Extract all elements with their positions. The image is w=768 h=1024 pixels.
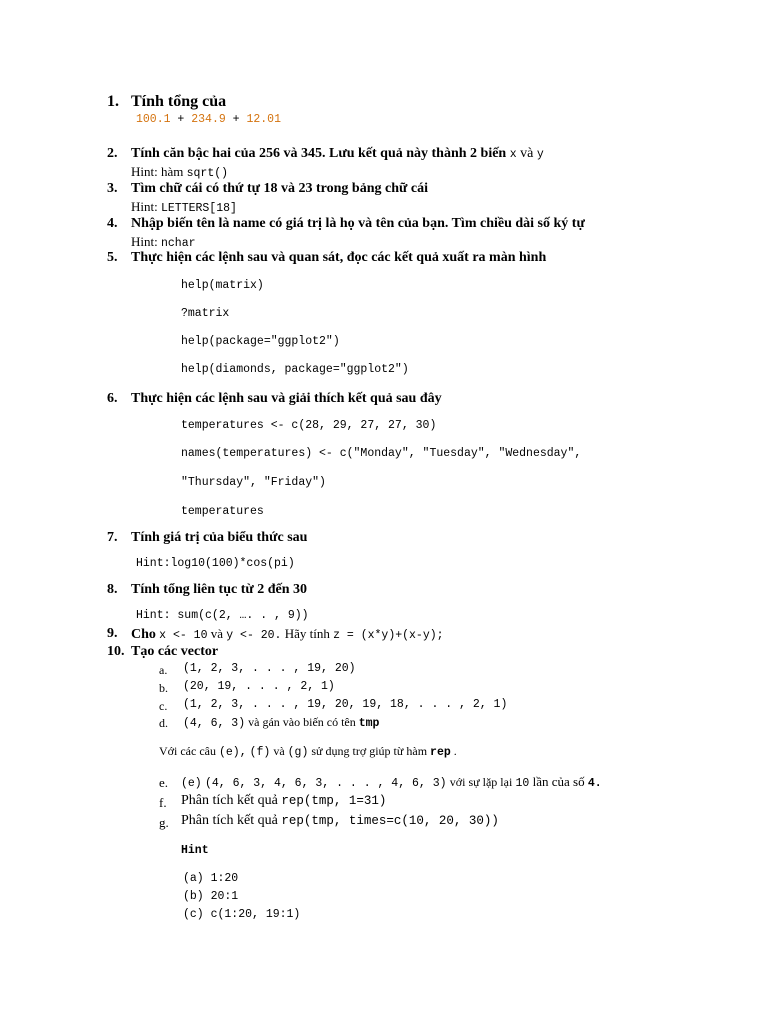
q2-and: và [520, 146, 534, 161]
q5-number: 5. [107, 250, 118, 265]
q5-title: Thực hiện các lệnh sau và quan sát, đọc các kết quả xuất ra màn hình [131, 250, 547, 265]
q10-sub-text: (1, 2, 3, . . . , 19, 20, 19, 18, . . . , 2, 1) [183, 698, 508, 711]
q10-sub-marker: b. [159, 681, 168, 695]
q10-sub-g-code: rep(tmp, times=c(10, 20, 30)) [281, 814, 499, 828]
q10-sub-g [181, 813, 499, 829]
q10-sub-marker: a. [159, 663, 168, 677]
q10-note-g: (g) [287, 746, 309, 759]
q10-note-e: (e), [218, 746, 247, 759]
q3-number: 3. [107, 181, 118, 196]
q7-number: 7. [107, 530, 118, 545]
q1-plus-2: + [232, 113, 240, 126]
q3-hint-code: LETTERS[18] [160, 202, 237, 215]
q5-command: help(matrix) [181, 279, 264, 292]
q10-note-mid: sử dụng trợ giúp từ hàm [311, 744, 428, 758]
q10-sub-marker: c. [159, 699, 168, 713]
q10-sub-d-vector: (4, 6, 3) [183, 717, 246, 730]
q2-line [131, 146, 544, 162]
q5-command: help(diamonds, package="ggplot2") [181, 363, 409, 376]
q2-var-y: y [536, 148, 544, 161]
q8-number: 8. [107, 582, 118, 597]
q3-hint-label: Hint: [131, 199, 158, 214]
q9-expr-y: y <- 20. [226, 629, 282, 642]
q10-sub-e-text: với sự lặp lại [449, 775, 513, 789]
q10-sub-marker: d. [159, 716, 168, 730]
q10-note-dot: . [453, 744, 457, 758]
q6-command: temperatures [181, 505, 264, 518]
q10-hint-label: Hint [181, 844, 209, 857]
q9-and: và [210, 626, 223, 641]
q10-sub-text: (1, 2, 3, . . . , 19, 20) [183, 662, 356, 675]
q10-hint-line: (b) 20:1 [183, 890, 239, 903]
q2-var-x: x [509, 148, 517, 161]
q7-hint: Hint:log10(100)*cos(pi) [136, 557, 295, 570]
q9-hay: Hãy tính [284, 626, 330, 641]
q10-sub-e [181, 774, 602, 790]
q10-sub-marker: e. [159, 775, 169, 790]
q2-hint-code: sqrt() [186, 167, 229, 180]
q9-expr-x: x <- 10 [159, 629, 208, 642]
q3-title: Tìm chữ cái có thứ tự 18 và 23 trong bảng chữ cái [131, 181, 429, 196]
q10-sub-e-label: (e) [181, 777, 202, 790]
q10-sub-f [181, 793, 386, 809]
q10-note-rep: rep [430, 746, 451, 759]
q6-title: Thực hiện các lệnh sau và giải thích kết quả sau đây [131, 391, 442, 406]
q6-command: "Thursday", "Friday") [181, 476, 326, 489]
q2-number: 2. [107, 146, 118, 161]
q10-note-and: và [273, 744, 285, 758]
q1-expression [136, 113, 281, 126]
q10-sub-g-text: Phân tích kết quả [181, 813, 278, 828]
q10-hint-line: (c) c(1:20, 19:1) [183, 908, 301, 921]
q10-number: 10. [107, 644, 125, 659]
q10-sub-f-text: Phân tích kết quả [181, 793, 278, 808]
q8-hint: Hint: sum(c(2, …. . , 9)) [136, 609, 309, 622]
q10-hint-line: (a) 1:20 [183, 872, 239, 885]
q9-cho: Cho [131, 627, 156, 642]
q3-hint [131, 199, 237, 215]
q10-sub-marker: g. [159, 815, 169, 830]
q8-title: Tính tổng liên tục từ 2 đến 30 [131, 582, 308, 597]
q5-command: help(package="ggplot2") [181, 335, 340, 348]
q10-sub-d-code: tmp [358, 717, 380, 730]
q4-hint-code: nchar [160, 237, 196, 250]
q6-command: temperatures <- c(28, 29, 27, 27, 30) [181, 419, 437, 432]
q10-title: Tạo các vector [131, 644, 219, 659]
q2-hint [131, 164, 228, 180]
q1-number: 1. [107, 93, 119, 110]
q5-command: ?matrix [181, 307, 230, 320]
q9-expr-z: z = (x*y)+(x-y); [333, 629, 444, 642]
q4-hint [131, 234, 196, 250]
q10-sub-text: (20, 19, . . . , 2, 1) [183, 680, 335, 693]
q10-sub-e-number: 4. [587, 777, 602, 790]
q10-sub-d-tail: và gán vào biến có tên [248, 715, 356, 729]
q1-value-c: 12.01 [246, 113, 281, 126]
q1-title: Tính tổng của [131, 93, 227, 110]
q7-title: Tính giá trị của biểu thức sau [131, 530, 308, 545]
q2-hint-label: Hint: hàm [131, 164, 184, 179]
q10-sub-f-code: rep(tmp, 1=31) [281, 794, 387, 808]
q10-sub-e-count: 10 [515, 777, 530, 790]
q10-sub-e-text2: lần của số [532, 774, 585, 789]
q1-value-b: 234.9 [191, 113, 226, 126]
q1-plus-1: + [177, 113, 185, 126]
q6-number: 6. [107, 391, 118, 406]
q10-sub-d [183, 715, 379, 730]
q10-sub-e-vector: (4, 6, 3, 4, 6, 3, . . . , 4, 6, 3) [204, 777, 447, 790]
q4-number: 4. [107, 216, 118, 231]
q9-number: 9. [107, 626, 118, 641]
q10-note [159, 744, 457, 759]
q4-hint-label: Hint: [131, 234, 158, 249]
q1-value-a: 100.1 [136, 113, 171, 126]
q10-note-f: (f) [249, 746, 271, 759]
q2-title: Tính căn bậc hai của 256 và 345. Lưu kết quả này thành 2 biến [131, 146, 507, 161]
q10-sub-marker: f. [159, 795, 167, 810]
q9-line [131, 626, 444, 643]
q6-command: names(temperatures) <- c("Monday", "Tuesday", "Wednesday", [181, 447, 582, 460]
q4-title: Nhập biến tên là name có giá trị là họ và tên của bạn. Tìm chiều dài số ký tự [131, 216, 585, 231]
q10-note-pre: Với các câu [159, 744, 216, 758]
